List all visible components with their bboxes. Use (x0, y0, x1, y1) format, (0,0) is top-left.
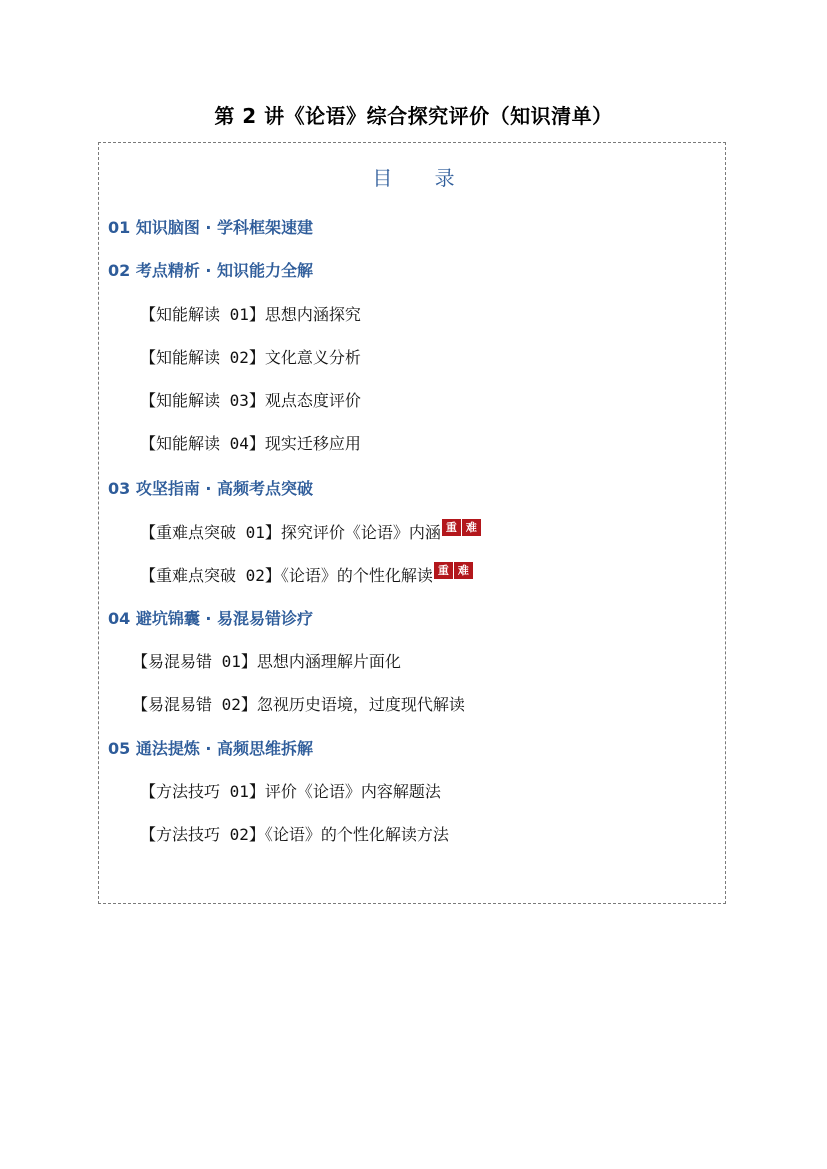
badge-key: 重 (434, 562, 453, 579)
toc-item-04-01[interactable]: 【易混易错 01】思想内涵理解片面化 (132, 652, 401, 671)
badge-difficult: 难 (454, 562, 473, 579)
toc-section-01[interactable]: 01 知识脑图 · 学科框架速建 (108, 218, 314, 237)
toc-section-02[interactable]: 02 考点精析 · 知识能力全解 (108, 261, 314, 280)
toc-heading: 目 录 (372, 166, 473, 190)
badge-difficult: 难 (462, 519, 481, 536)
document-title: 第 2 讲《论语》综合探究评价（知识清单） (214, 104, 613, 128)
toc-item-03-01[interactable] (140, 520, 482, 543)
toc-item-04-02[interactable]: 【易混易错 02】忽视历史语境，过度现代解读 (132, 695, 465, 714)
toc-item-05-02[interactable]: 【方法技巧 02】《论语》的个性化解读方法 (140, 825, 449, 844)
toc-section-03[interactable]: 03 攻坚指南 · 高频考点突破 (108, 479, 314, 498)
toc-item-02-03[interactable]: 【知能解读 03】观点态度评价 (140, 391, 361, 410)
key-difficult-badge (434, 559, 474, 579)
toc-item-03-01-label: 【重难点突破 01】探究评价《论语》内涵 (140, 523, 441, 542)
toc-item-02-02[interactable]: 【知能解读 02】文化意义分析 (140, 348, 361, 367)
badge-key: 重 (442, 519, 461, 536)
toc-section-05[interactable]: 05 通法提炼 · 高频思维拆解 (108, 739, 314, 758)
toc-item-02-04[interactable]: 【知能解读 04】现实迁移应用 (140, 434, 361, 453)
toc-item-03-02-label: 【重难点突破 02】《论语》的个性化解读 (140, 566, 433, 585)
toc-item-02-01[interactable]: 【知能解读 01】思想内涵探究 (140, 305, 361, 324)
key-difficult-badge (442, 516, 482, 536)
toc-item-03-02[interactable] (140, 563, 474, 586)
toc-item-05-01[interactable]: 【方法技巧 01】评价《论语》内容解题法 (140, 782, 441, 801)
toc-section-04[interactable]: 04 避坑锦囊 · 易混易错诊疗 (108, 609, 314, 628)
